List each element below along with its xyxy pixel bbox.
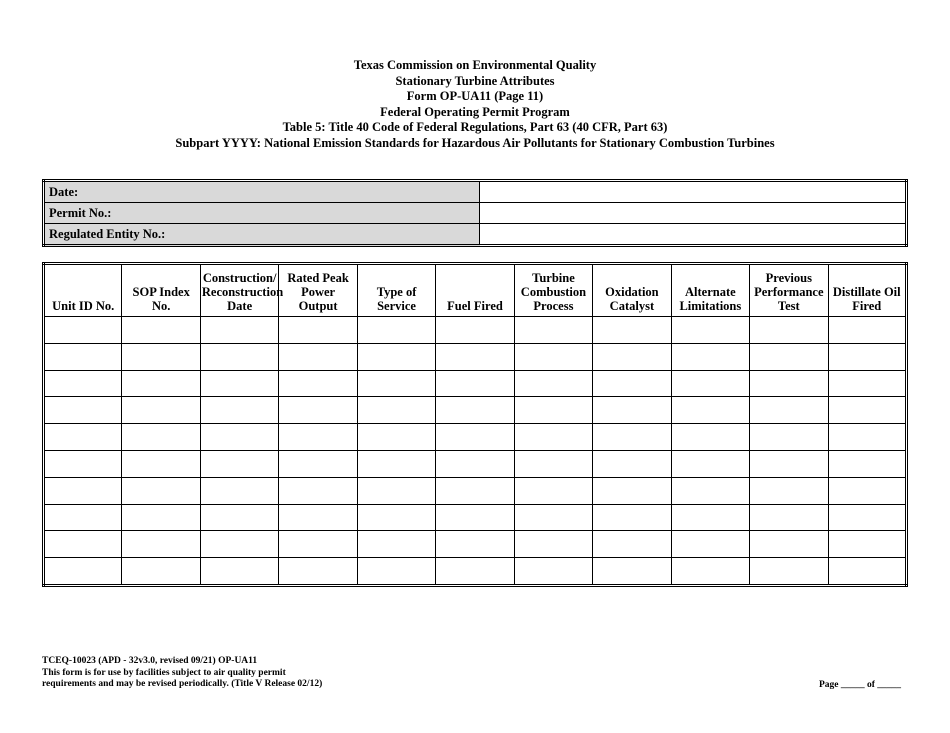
table-cell[interactable] bbox=[436, 504, 514, 531]
form-header bbox=[0, 58, 950, 151]
column-header-1: SOP Index No. bbox=[122, 264, 200, 317]
turbine-table bbox=[42, 262, 908, 587]
table-cell[interactable] bbox=[750, 504, 828, 531]
table-cell[interactable] bbox=[122, 343, 200, 370]
column-header-0: Unit ID No. bbox=[44, 264, 122, 317]
table-cell[interactable] bbox=[200, 397, 278, 424]
table-cell[interactable] bbox=[279, 424, 357, 451]
table-cell[interactable] bbox=[671, 317, 749, 344]
form-title: Stationary Turbine Attributes bbox=[395, 73, 555, 88]
table-header-row bbox=[44, 264, 907, 317]
table-cell[interactable] bbox=[279, 504, 357, 531]
table-cell[interactable] bbox=[357, 370, 435, 397]
table-cell[interactable] bbox=[750, 424, 828, 451]
column-header-7: Oxidation Catalyst bbox=[593, 264, 671, 317]
table-cell[interactable] bbox=[122, 558, 200, 586]
table-cell[interactable] bbox=[200, 477, 278, 504]
column-header-9: Previous Performance Test bbox=[750, 264, 828, 317]
table-cell[interactable] bbox=[828, 450, 906, 477]
footer-note-2: requirements and may be revised periodically. (Title V Release 02/12) bbox=[42, 679, 323, 689]
table-cell[interactable] bbox=[671, 531, 749, 558]
table-cell[interactable] bbox=[514, 424, 592, 451]
table-cell[interactable] bbox=[671, 504, 749, 531]
column-header-3: Rated Peak Power Output bbox=[279, 264, 357, 317]
table-cell[interactable] bbox=[200, 450, 278, 477]
subpart-title: Subpart YYYY: National Emission Standards for Hazardous Air Pollutants for Stationary Combustion Turbines bbox=[175, 135, 775, 150]
table-row bbox=[44, 317, 907, 344]
table-cell[interactable] bbox=[593, 531, 671, 558]
table-row bbox=[44, 397, 907, 424]
table-cell[interactable] bbox=[750, 531, 828, 558]
table-cell[interactable] bbox=[514, 504, 592, 531]
table-cell[interactable] bbox=[279, 450, 357, 477]
date-field[interactable] bbox=[480, 181, 907, 203]
table-cell[interactable] bbox=[357, 343, 435, 370]
table-cell[interactable] bbox=[122, 504, 200, 531]
table-cell[interactable] bbox=[436, 450, 514, 477]
info-table bbox=[42, 179, 908, 247]
table-cell[interactable] bbox=[279, 477, 357, 504]
table-cell[interactable] bbox=[514, 343, 592, 370]
table-cell[interactable] bbox=[44, 477, 122, 504]
table-cell[interactable] bbox=[514, 317, 592, 344]
table-cell[interactable] bbox=[122, 370, 200, 397]
entity-field[interactable] bbox=[480, 224, 907, 246]
table-cell[interactable] bbox=[200, 504, 278, 531]
date-row bbox=[44, 181, 907, 203]
table-cell[interactable] bbox=[671, 450, 749, 477]
table-cell[interactable] bbox=[44, 531, 122, 558]
agency-title: Texas Commission on Environmental Quality bbox=[353, 58, 597, 72]
table-cell[interactable] bbox=[44, 317, 122, 344]
table-cell[interactable] bbox=[279, 558, 357, 586]
table-cell[interactable] bbox=[200, 370, 278, 397]
page-number: Page _____ of _____ bbox=[818, 680, 901, 690]
table-cell[interactable] bbox=[436, 477, 514, 504]
table-cell[interactable] bbox=[279, 317, 357, 344]
table-cell[interactable] bbox=[122, 317, 200, 344]
table-cell[interactable] bbox=[436, 317, 514, 344]
table-cell[interactable] bbox=[514, 558, 592, 586]
column-header-8: Alternate Limitations bbox=[671, 264, 749, 317]
program-title: Federal Operating Permit Program bbox=[380, 104, 570, 119]
table-cell[interactable] bbox=[671, 477, 749, 504]
column-header-2: Construction/ Reconstruction Date bbox=[200, 264, 278, 317]
table-cell[interactable] bbox=[357, 317, 435, 344]
table-cell[interactable] bbox=[44, 504, 122, 531]
table-cell[interactable] bbox=[122, 531, 200, 558]
table-cell[interactable] bbox=[200, 558, 278, 586]
table-cell[interactable] bbox=[671, 558, 749, 586]
table-cell[interactable] bbox=[44, 343, 122, 370]
table-row bbox=[44, 343, 907, 370]
table-cell[interactable] bbox=[828, 477, 906, 504]
table-cell[interactable] bbox=[357, 450, 435, 477]
table-cell[interactable] bbox=[828, 558, 906, 586]
table-cell[interactable] bbox=[279, 370, 357, 397]
table-cell[interactable] bbox=[593, 370, 671, 397]
table-cell[interactable] bbox=[436, 370, 514, 397]
column-header-10: Distillate Oil Fired bbox=[828, 264, 906, 317]
table-cell[interactable] bbox=[122, 450, 200, 477]
table-cell[interactable] bbox=[122, 477, 200, 504]
entity-row bbox=[44, 224, 907, 246]
table-cell[interactable] bbox=[279, 531, 357, 558]
table-body bbox=[44, 317, 907, 586]
date-label: Date: bbox=[44, 181, 480, 203]
table-cell[interactable] bbox=[750, 343, 828, 370]
column-header-6: Turbine Combustion Process bbox=[514, 264, 592, 317]
table-row bbox=[44, 370, 907, 397]
form-footer bbox=[42, 656, 322, 691]
table-cell[interactable] bbox=[44, 370, 122, 397]
column-header-5: Fuel Fired bbox=[436, 264, 514, 317]
table-cell[interactable] bbox=[750, 558, 828, 586]
table-cell[interactable] bbox=[750, 317, 828, 344]
table-cell[interactable] bbox=[671, 424, 749, 451]
form-id: TCEQ-10023 (APD - 32v3.0, revised 09/21) OP-UA11 bbox=[42, 656, 258, 666]
table-cell[interactable] bbox=[357, 397, 435, 424]
table-cell[interactable] bbox=[279, 397, 357, 424]
table-cell[interactable] bbox=[671, 397, 749, 424]
table-cell[interactable] bbox=[436, 531, 514, 558]
column-header-4: Type of Service bbox=[357, 264, 435, 317]
table-cell[interactable] bbox=[750, 477, 828, 504]
table-cell[interactable] bbox=[357, 504, 435, 531]
entity-label: Regulated Entity No.: bbox=[44, 224, 480, 246]
table-cell[interactable] bbox=[514, 477, 592, 504]
table-cell[interactable] bbox=[44, 424, 122, 451]
table-cell[interactable] bbox=[750, 397, 828, 424]
table-cell[interactable] bbox=[200, 317, 278, 344]
table-row bbox=[44, 504, 907, 531]
table-cell[interactable] bbox=[750, 370, 828, 397]
table-cell[interactable] bbox=[514, 370, 592, 397]
table-cell[interactable] bbox=[357, 558, 435, 586]
table-cell[interactable] bbox=[436, 558, 514, 586]
table-cell[interactable] bbox=[200, 343, 278, 370]
table-row bbox=[44, 477, 907, 504]
table-cell[interactable] bbox=[200, 531, 278, 558]
table-row bbox=[44, 558, 907, 586]
table-cell[interactable] bbox=[828, 424, 906, 451]
table-cell[interactable] bbox=[357, 477, 435, 504]
table-cell[interactable] bbox=[671, 370, 749, 397]
table-cell[interactable] bbox=[436, 424, 514, 451]
table-cell[interactable] bbox=[514, 531, 592, 558]
table-cell[interactable] bbox=[828, 531, 906, 558]
table-cell[interactable] bbox=[593, 558, 671, 586]
permit-row bbox=[44, 203, 907, 224]
table-cell[interactable] bbox=[593, 343, 671, 370]
table-cell[interactable] bbox=[593, 397, 671, 424]
table-cell[interactable] bbox=[44, 397, 122, 424]
table-cell[interactable] bbox=[828, 370, 906, 397]
table-cell[interactable] bbox=[122, 424, 200, 451]
table-cell[interactable] bbox=[44, 450, 122, 477]
footer-note-1: This form is for use by facilities subject to air quality permit bbox=[42, 667, 286, 678]
table-cell[interactable] bbox=[279, 343, 357, 370]
permit-label: Permit No.: bbox=[44, 203, 480, 224]
permit-field[interactable] bbox=[480, 203, 907, 224]
table-row bbox=[44, 424, 907, 451]
table-row bbox=[44, 531, 907, 558]
table-cell[interactable] bbox=[357, 531, 435, 558]
table-cell[interactable] bbox=[122, 397, 200, 424]
table-cell[interactable] bbox=[436, 397, 514, 424]
table-cell[interactable] bbox=[200, 424, 278, 451]
table-cell[interactable] bbox=[357, 424, 435, 451]
table-title: Table 5: Title 40 Code of Federal Regulations, Part 63 (40 CFR, Part 63) bbox=[282, 120, 668, 134]
table-cell[interactable] bbox=[514, 397, 592, 424]
table-cell[interactable] bbox=[593, 477, 671, 504]
table-cell[interactable] bbox=[436, 343, 514, 370]
table-cell[interactable] bbox=[828, 504, 906, 531]
table-cell[interactable] bbox=[828, 317, 906, 344]
table-cell[interactable] bbox=[44, 558, 122, 586]
table-cell[interactable] bbox=[671, 343, 749, 370]
table-cell[interactable] bbox=[514, 450, 592, 477]
table-row bbox=[44, 450, 907, 477]
table-cell[interactable] bbox=[750, 450, 828, 477]
table-cell[interactable] bbox=[593, 317, 671, 344]
table-cell[interactable] bbox=[828, 397, 906, 424]
form-number: Form OP-UA11 (Page 11) bbox=[406, 89, 544, 103]
table-cell[interactable] bbox=[593, 424, 671, 451]
table-cell[interactable] bbox=[593, 504, 671, 531]
table-cell[interactable] bbox=[828, 343, 906, 370]
table-cell[interactable] bbox=[593, 450, 671, 477]
